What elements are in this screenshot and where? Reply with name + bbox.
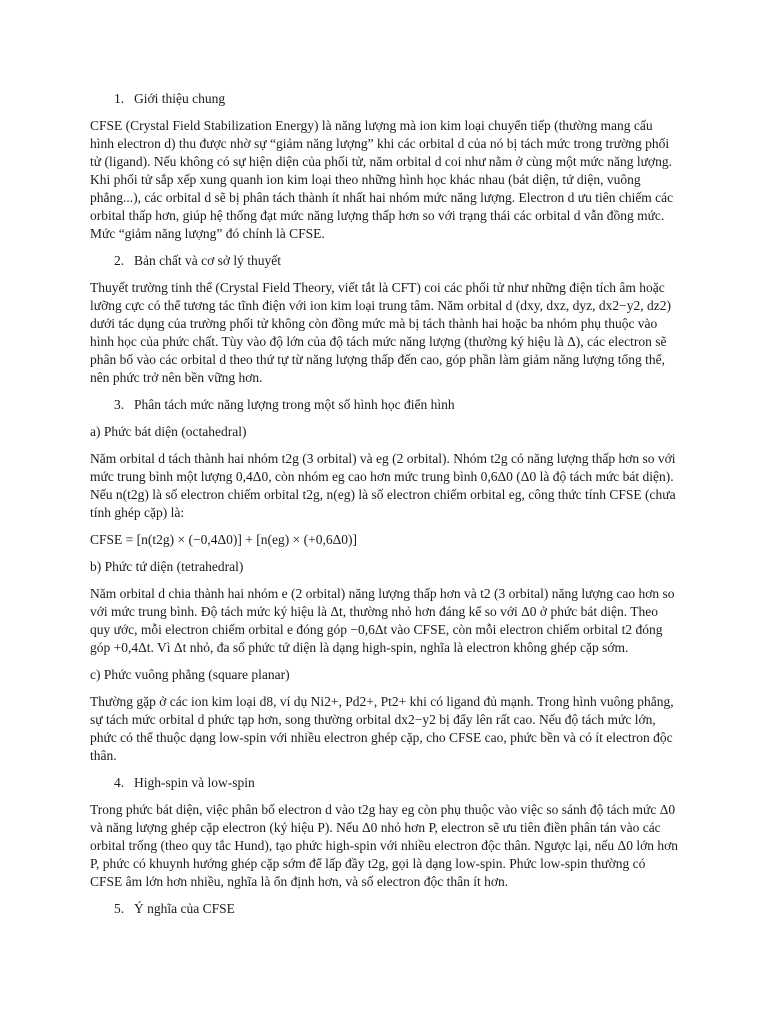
cfse-formula: CFSE = [n(t2g) × (−0,4Δ0)] + [n(eg) × (+0,6Δ0)] — [90, 532, 358, 547]
section-heading-4 — [90, 774, 678, 792]
paragraph: Thuyết trường tinh thể (Crystal Field Theory, viết tắt là CFT) coi các phối tử như những điện tích âm hoặc lưỡng cực có thể tương tác tĩnh điện với ion kim loại trung tâm. Năm orbital d (dxy, dxz, dyz, dx2−y2, dz2) dưới tác dụng của trường phối tử không còn đồng mức mà bị tách thành hai hoặc ba nhóm phụ thuộc vào hình học của phức chất. Tùy vào độ lớn của độ tách mức năng lượng (thường ký hiệu là Δ), các electron sẽ phân bố vào các orbital d theo thứ tự từ năng lượng thấp đến cao, góp phần làm giảm năng lượng tổng thể, nên phức trở nên bền vững hơn. — [90, 280, 671, 385]
section-title: Bản chất và cơ sở lý thuyết — [134, 253, 281, 268]
paragraph: Năm orbital d chia thành hai nhóm e (2 orbital) năng lượng thấp hơn và t2 (3 orbital) năng lượng cao hơn so với mức trung bình. Độ tách mức ký hiệu là Δt, thường nhỏ hơn đáng kể so với Δ0 ở phức bát diện. Theo quy ước, mỗi electron chiếm orbital e đóng góp −0,6Δt vào CFSE, còn mỗi electron chiếm orbital t2 đóng góp +0,4Δt. Vì Δt nhỏ, đa số phức tứ diện là dạng high-spin, nghĩa là electron không ghép cặp sớm. — [90, 586, 675, 655]
paragraph: Trong phức bát diện, việc phân bố electron d vào t2g hay eg còn phụ thuộc vào việc so sánh độ tách mức Δ0 và năng lượng ghép cặp electron (ký hiệu P). Nếu Δ0 nhỏ hơn P, electron sẽ ưu tiên điền phân tán vào các orbital trống (theo quy tắc Hund), tạo phức high-spin với nhiều electron độc thân. Ngược lại, nếu Δ0 lớn hơn P, phức có khuynh hướng ghép cặp sớm để lấp đầy t2g, gọi là dạng low-spin. Phức low-spin thường có CFSE âm lớn hơn nhiều, nghĩa là ổn định hơn, và số electron độc thân ít hơn. — [90, 802, 678, 889]
paragraph: CFSE (Crystal Field Stabilization Energy) là năng lượng mà ion kim loại chuyển tiếp (thường mang cấu hình electron d) thu được nhờ sự “giảm năng lượng” khi các orbital d của nó bị tách mức trong trường phối tử (ligand). Nếu không có sự hiện diện của phối tử, năm orbital d coi như nằm ở cùng một mức năng lượng. Khi phối tử sắp xếp xung quanh ion kim loại theo những hình học khác nhau (bát diện, tứ diện, vuông phẳng...), các orbital d sẽ bị phân tách thành ít nhất hai nhóm mức năng lượng. Electron d ưu tiên chiếm các orbital thấp hơn, giúp hệ thống đạt mức năng lượng thấp hơn so với trạng thái các orbital d vẫn đồng mức. Mức “giảm năng lượng” đó chính là CFSE. — [90, 118, 674, 241]
section-number: 1. — [114, 91, 125, 106]
paragraph: Thường gặp ở các ion kim loại d8, ví dụ Ni2+, Pd2+, Pt2+ khi có ligand đủ mạnh. Trong hình vuông phẳng, sự tách mức orbital d phức tạp hơn, song thường orbital dx2−y2 bị đẩy lên rất cao. Nếu độ tách mức lớn, phức có thể thuộc dạng low-spin với nhiều electron ghép cặp, cho CFSE cao, phức bền và có ít electron độc thân. — [90, 694, 674, 763]
paragraph: Năm orbital d tách thành hai nhóm t2g (3 orbital) và eg (2 orbital). Nhóm t2g có năng lượng thấp hơn so với mức trung bình một lượng 0,4Δ0, còn nhóm eg cao hơn mức trung bình 0,6Δ0 (Δ0 là độ tách mức bát diện). Nếu n(t2g) là số electron chiếm orbital t2g, n(eg) là số electron chiếm orbital eg, công thức tính CFSE (chưa tính ghép cặp) là: — [90, 451, 676, 520]
section-heading-2 — [90, 252, 678, 270]
section-number: 2. — [114, 253, 125, 268]
section-heading-5 — [90, 900, 678, 918]
section-title: Giới thiệu chung — [134, 91, 226, 106]
section-title: High-spin và low-spin — [134, 775, 255, 790]
section-number: 3. — [114, 397, 125, 412]
section-heading-3 — [90, 396, 678, 414]
subsection-title-octahedral: a) Phức bát diện (octahedral) — [90, 424, 247, 439]
section-number: 5. — [114, 901, 125, 916]
section-title: Ý nghĩa của CFSE — [134, 901, 235, 916]
document-page — [90, 90, 678, 927]
subsection-title-square-planar: c) Phức vuông phẳng (square planar) — [90, 667, 290, 682]
section-heading-1 — [90, 90, 678, 108]
subsection-title-tetrahedral: b) Phức tứ diện (tetrahedral) — [90, 559, 244, 574]
section-title: Phân tách mức năng lượng trong một số hình học điển hình — [134, 397, 455, 412]
section-number: 4. — [114, 775, 125, 790]
